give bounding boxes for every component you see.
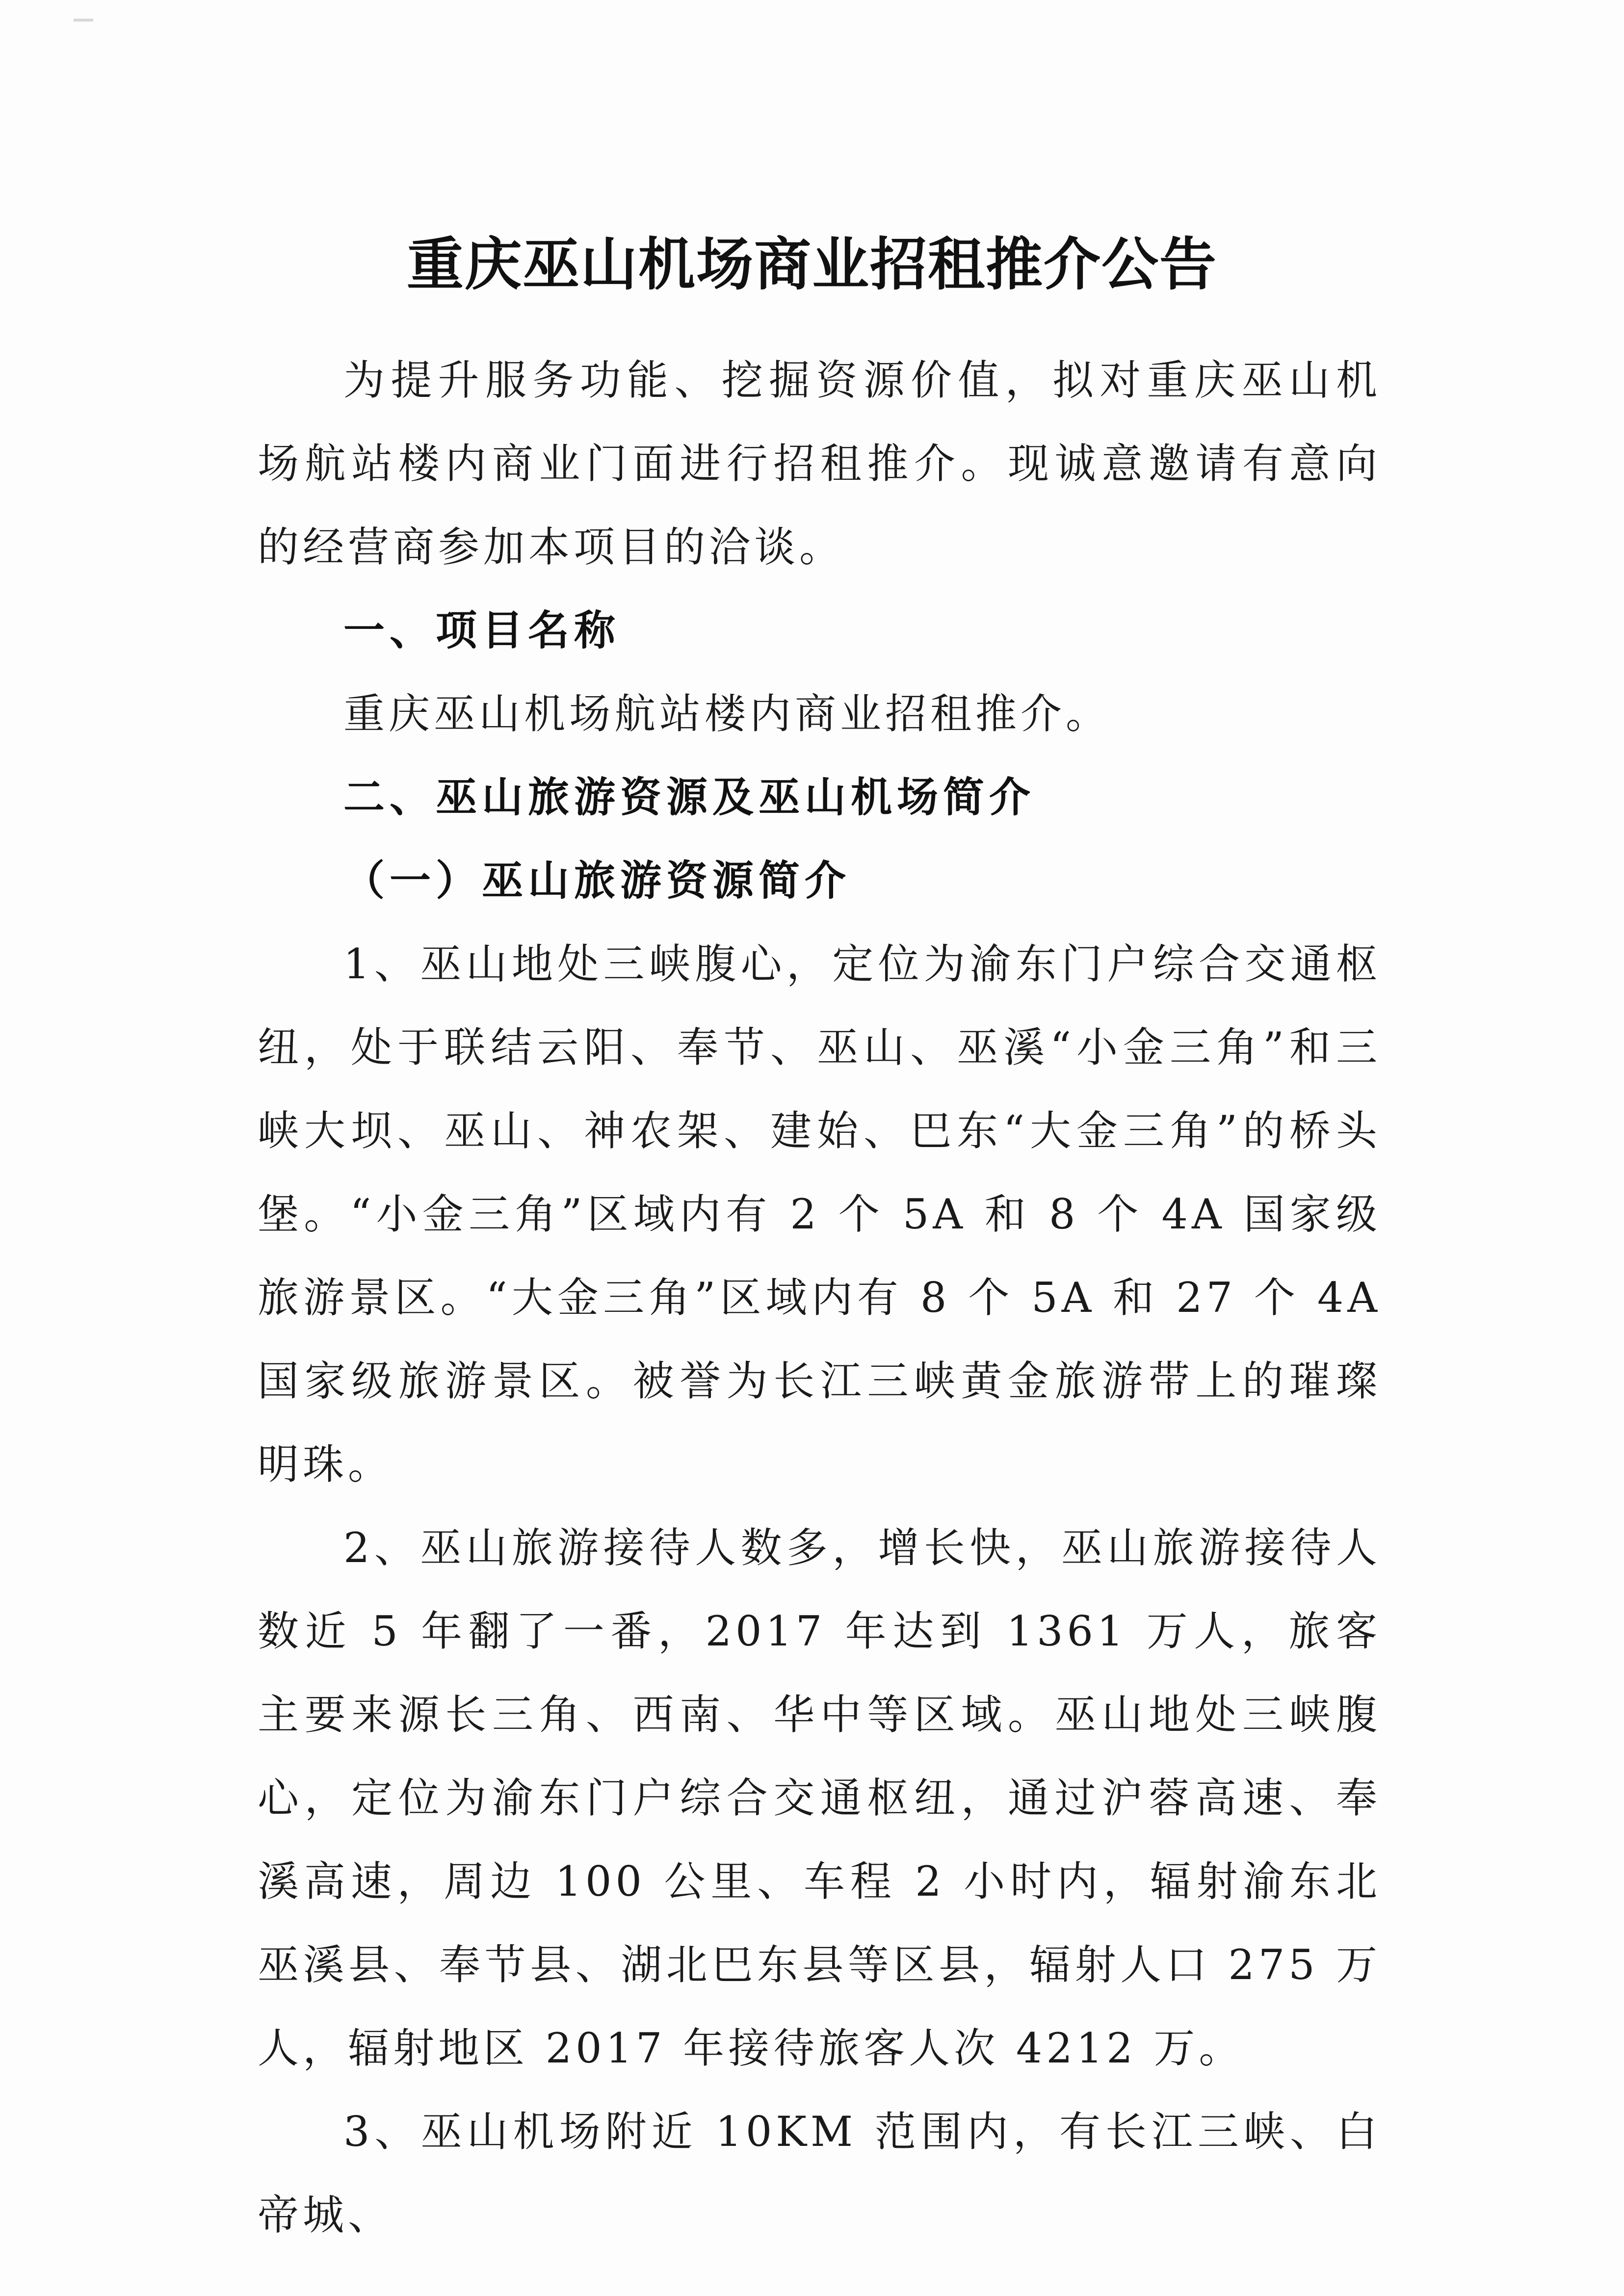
intro-paragraph: 为提升服务功能、挖掘资源价值，拟对重庆巫山机场航站楼内商业门面进行招租推介。现诚意邀请有意向的经营商参加本项目的洽谈。 bbox=[258, 356, 1381, 571]
paragraph-3: 3、巫山机场附近 10KM 范围内，有长江三峡、白帝城、 bbox=[258, 2108, 1381, 2239]
section-2-heading: 二、巫山旅游资源及巫山机场简介 bbox=[343, 773, 1036, 821]
scan-mark bbox=[74, 19, 93, 22]
section-1-text: 重庆巫山机场航站楼内商业招租推介。 bbox=[343, 690, 1111, 738]
document-body bbox=[258, 339, 1381, 2257]
paragraph-1: 1、巫山地处三峡腹心，定位为渝东门户综合交通枢纽，处于联结云阳、奉节、巫山、巫溪“小金三角”和三峡大坝、巫山、神农架、建始、巴东“大金三角”的桥头堡。“小金三角”区域内有 2 个 5A 和 8 个 4A 国家级旅游景区。“大金三角”区域内有 8 个 5A 和 27 个 4A 国家级旅游景区。被誉为长江三峡黄金旅游带上的璀璨明珠。 bbox=[258, 940, 1381, 1488]
section-2-subheading: （一）巫山旅游资源简介 bbox=[343, 857, 851, 905]
document-title: 重庆巫山机场商业招租推介公告 bbox=[407, 232, 1217, 298]
paragraph-2: 2、巫山旅游接待人数多，增长快，巫山旅游接待人数近 5 年翻了一番，2017 年达到 1361 万人，旅客主要来源长三角、西南、华中等区域。巫山地处三峡腹心，定位为渝东门户综合交通枢纽，通过沪蓉高速、奉溪高速，周边 100 公里、车程 2 小时内，辐射渝东北巫溪县、奉节县、湖北巴东县等区县，辐射人口 275 万人，辐射地区 2017 年接待旅客人次 4212 万。 bbox=[258, 1524, 1381, 2072]
section-1-heading: 一、项目名称 bbox=[343, 606, 621, 654]
